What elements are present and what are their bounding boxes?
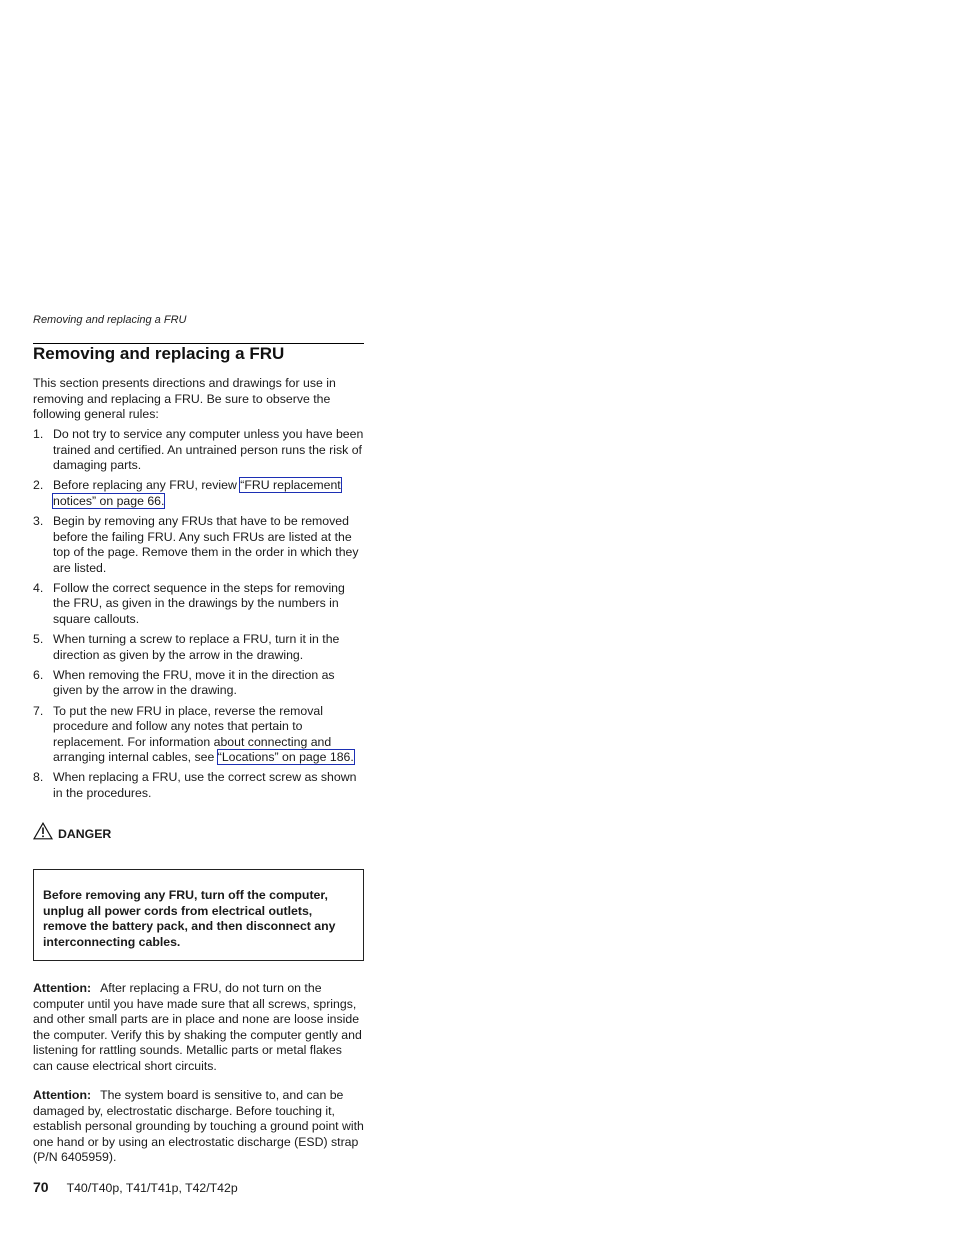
list-item: [33, 478, 364, 509]
list-item: [33, 581, 364, 628]
list-item-text: To put the new FRU in place, reverse the removal procedure and follow any notes that pertain to replacement. For information about connecting and arranging internal cables, see: [53, 703, 332, 765]
attention-text: The system board is sensitive to, and can be damaged by, electrostatic discharge. Before touching it, establish personal grounding by touching a ground point with one hand or by using an electrostatic discharge (ESD) strap (P/N 6405959).: [33, 1088, 364, 1165]
attention-paragraph-2: [33, 1088, 364, 1166]
list-number: 8.: [33, 770, 44, 785]
danger-notice-text: Before removing any FRU, turn off the computer, unplug all power cords from electrical outlets, remove the battery pack, and then disconnect any interconnecting cables.: [43, 888, 336, 949]
list-number: 5.: [33, 632, 44, 647]
list-item: [33, 632, 364, 663]
page-number: 70: [33, 1179, 49, 1195]
rules-list: [33, 427, 364, 806]
list-item-text: When removing the FRU, move it in the direction as given by the arrow in the drawing.: [53, 667, 335, 698]
list-item: [33, 514, 364, 576]
list-number: 1.: [33, 427, 44, 441]
list-item-text: Follow the correct sequence in the steps for removing the FRU, as given in the drawings by the numbers in square callouts.: [53, 580, 345, 627]
attention-label: Attention:: [33, 981, 92, 995]
fru-replacement-notices-link[interactable]: “FRU replacement notices” on page 66.: [53, 478, 341, 508]
list-item-text: When replacing a FRU, use the correct screw as shown in the procedures.: [53, 770, 357, 800]
page-footer: [33, 1179, 238, 1195]
attention-text: After replacing a FRU, do not turn on the computer until you have made sure that all screws, springs, and other small parts are in place and none are loose inside the computer. Verify this by shaking the computer gently and listening for rattling sounds. Metallic parts or metal flakes can cause electrical short circuits.: [33, 981, 362, 1073]
page-title: Removing and replacing a FRU: [33, 344, 285, 363]
manual-title: T40/T40p, T41/T41p, T42/T42p: [66, 1181, 238, 1195]
danger-notice-box: [33, 869, 364, 961]
list-item: [33, 668, 364, 699]
list-item-text: Before replacing any FRU, review: [53, 478, 241, 493]
list-number: 3.: [33, 513, 44, 528]
danger-label: DANGER: [58, 826, 112, 841]
attention-paragraph-1: [33, 981, 364, 1075]
list-item: [33, 770, 364, 801]
list-item-text: Begin by removing any FRUs that have to be removed before the failing FRU. Any such FRUs are listed at the top of the page. Remove them in the order in which they are listed.: [53, 513, 359, 575]
danger-heading: [33, 822, 111, 845]
list-number: 7.: [33, 703, 44, 718]
list-item: [33, 427, 364, 474]
warning-triangle-icon: [33, 822, 53, 845]
list-number: 4.: [33, 580, 44, 595]
list-item-text: Do not try to service any computer unless you have been trained and certified. An untrained person runs the risk of damaging parts.: [53, 427, 364, 473]
running-head: Removing and replacing a FRU: [33, 314, 187, 326]
list-number: 2.: [33, 478, 44, 493]
intro-paragraph: This section presents directions and drawings for use in removing and replacing a FRU. Be sure to observe the following general rules:: [33, 376, 336, 422]
list-item: [33, 704, 364, 766]
list-item-text: When turning a screw to replace a FRU, turn it in the direction as given by the arrow in the drawing.: [53, 632, 340, 662]
locations-link[interactable]: “Locations” on page 186.: [217, 750, 354, 765]
list-number: 6.: [33, 667, 44, 682]
attention-label: Attention:: [33, 1088, 92, 1102]
